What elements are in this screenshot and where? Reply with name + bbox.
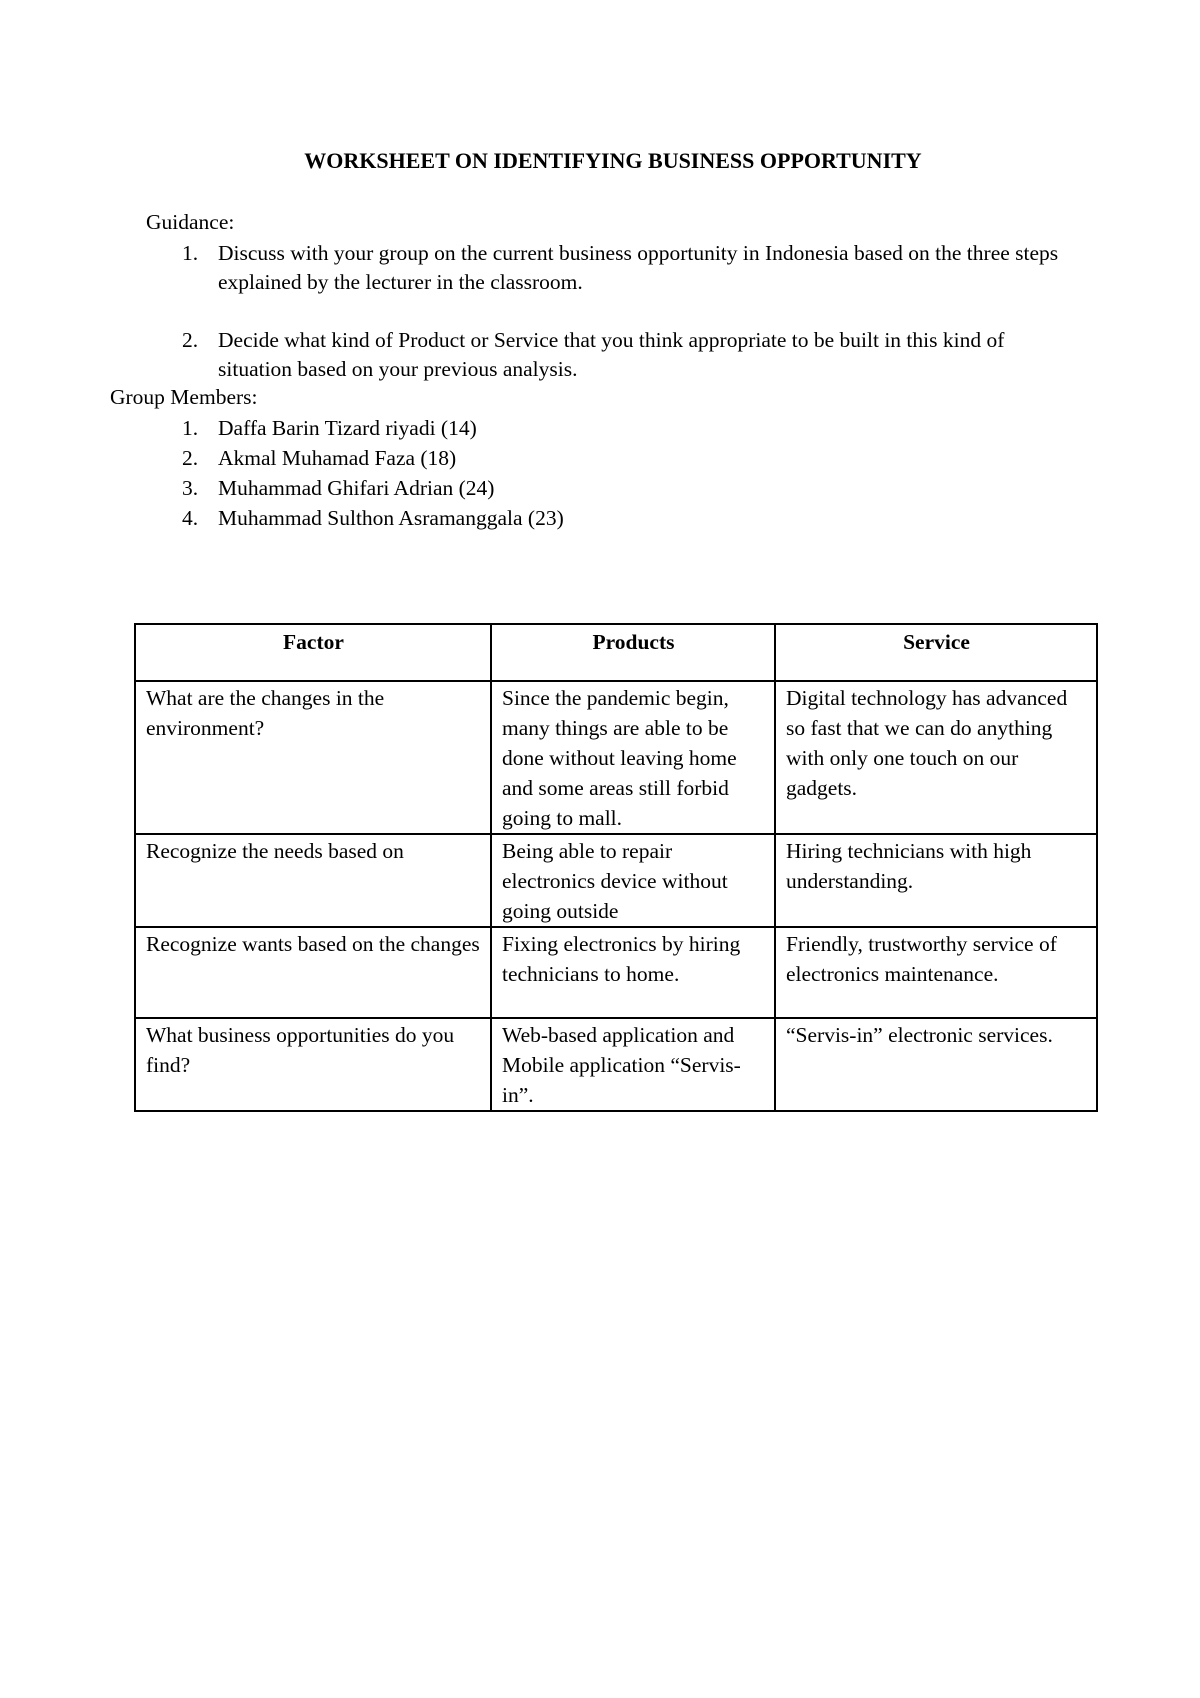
list-number: 3. (182, 476, 199, 500)
factor-cell: Recognize wants based on the changes (135, 927, 491, 1018)
factor-cell: What are the changes in the environment? (135, 681, 491, 834)
guidance-text: Discuss with your group on the current business opportunity in Indonesia based on the three steps explained by the lecturer in the classroom. (218, 241, 1059, 294)
member-name: Muhammad Ghifari Adrian (24) (218, 476, 495, 500)
factor-cell: Recognize the needs based on (135, 834, 491, 927)
guidance-text: Decide what kind of Product or Service that you think appropriate to be built in this kind of situation based on your previous analysis. (218, 328, 1005, 381)
table-row (135, 681, 1097, 834)
guidance-list (182, 239, 1082, 384)
guidance-item (182, 326, 1082, 384)
table-header-row (135, 624, 1097, 681)
opportunity-table (134, 623, 1098, 1112)
products-cell: Being able to repair electronics device without going outside (491, 834, 775, 927)
table-row (135, 927, 1097, 1018)
member-name: Akmal Muhamad Faza (18) (218, 446, 457, 470)
products-cell: Web-based application and Mobile application “Servis-in”. (491, 1018, 775, 1111)
table-row (135, 1018, 1097, 1111)
guidance-label: Guidance: (146, 210, 235, 234)
list-number: 2. (182, 446, 199, 470)
member-item (182, 503, 564, 533)
products-cell: Since the pandemic begin, many things are able to be done without leaving home and some areas still forbid going to mall. (491, 681, 775, 834)
header-factor: Factor (135, 624, 491, 681)
products-cell: Fixing electronics by hiring technicians to home. (491, 927, 775, 1018)
member-name: Daffa Barin Tizard riyadi (14) (218, 416, 477, 440)
guidance-item (182, 239, 1082, 297)
service-cell: Hiring technicians with high understanding. (775, 834, 1097, 927)
service-cell: “Servis-in” electronic services. (775, 1018, 1097, 1111)
group-members-label: Group Members: (110, 385, 258, 409)
member-item (182, 413, 564, 443)
header-service: Service (775, 624, 1097, 681)
table-row (135, 834, 1097, 927)
member-item (182, 473, 564, 503)
service-cell: Digital technology has advanced so fast that we can do anything with only one touch on our gadgets. (775, 681, 1097, 834)
group-members-list (182, 413, 564, 533)
member-name: Muhammad Sulthon Asramanggala (23) (218, 506, 564, 530)
worksheet-title: WORKSHEET ON IDENTIFYING BUSINESS OPPORTUNITY (304, 148, 922, 173)
list-number: 4. (182, 506, 199, 530)
header-products: Products (491, 624, 775, 681)
list-number: 1. (182, 416, 199, 440)
list-number: 2. (182, 328, 199, 352)
service-cell: Friendly, trustworthy service of electronics maintenance. (775, 927, 1097, 1018)
factor-cell: What business opportunities do you find? (135, 1018, 491, 1111)
list-number: 1. (182, 241, 199, 265)
member-item (182, 443, 564, 473)
